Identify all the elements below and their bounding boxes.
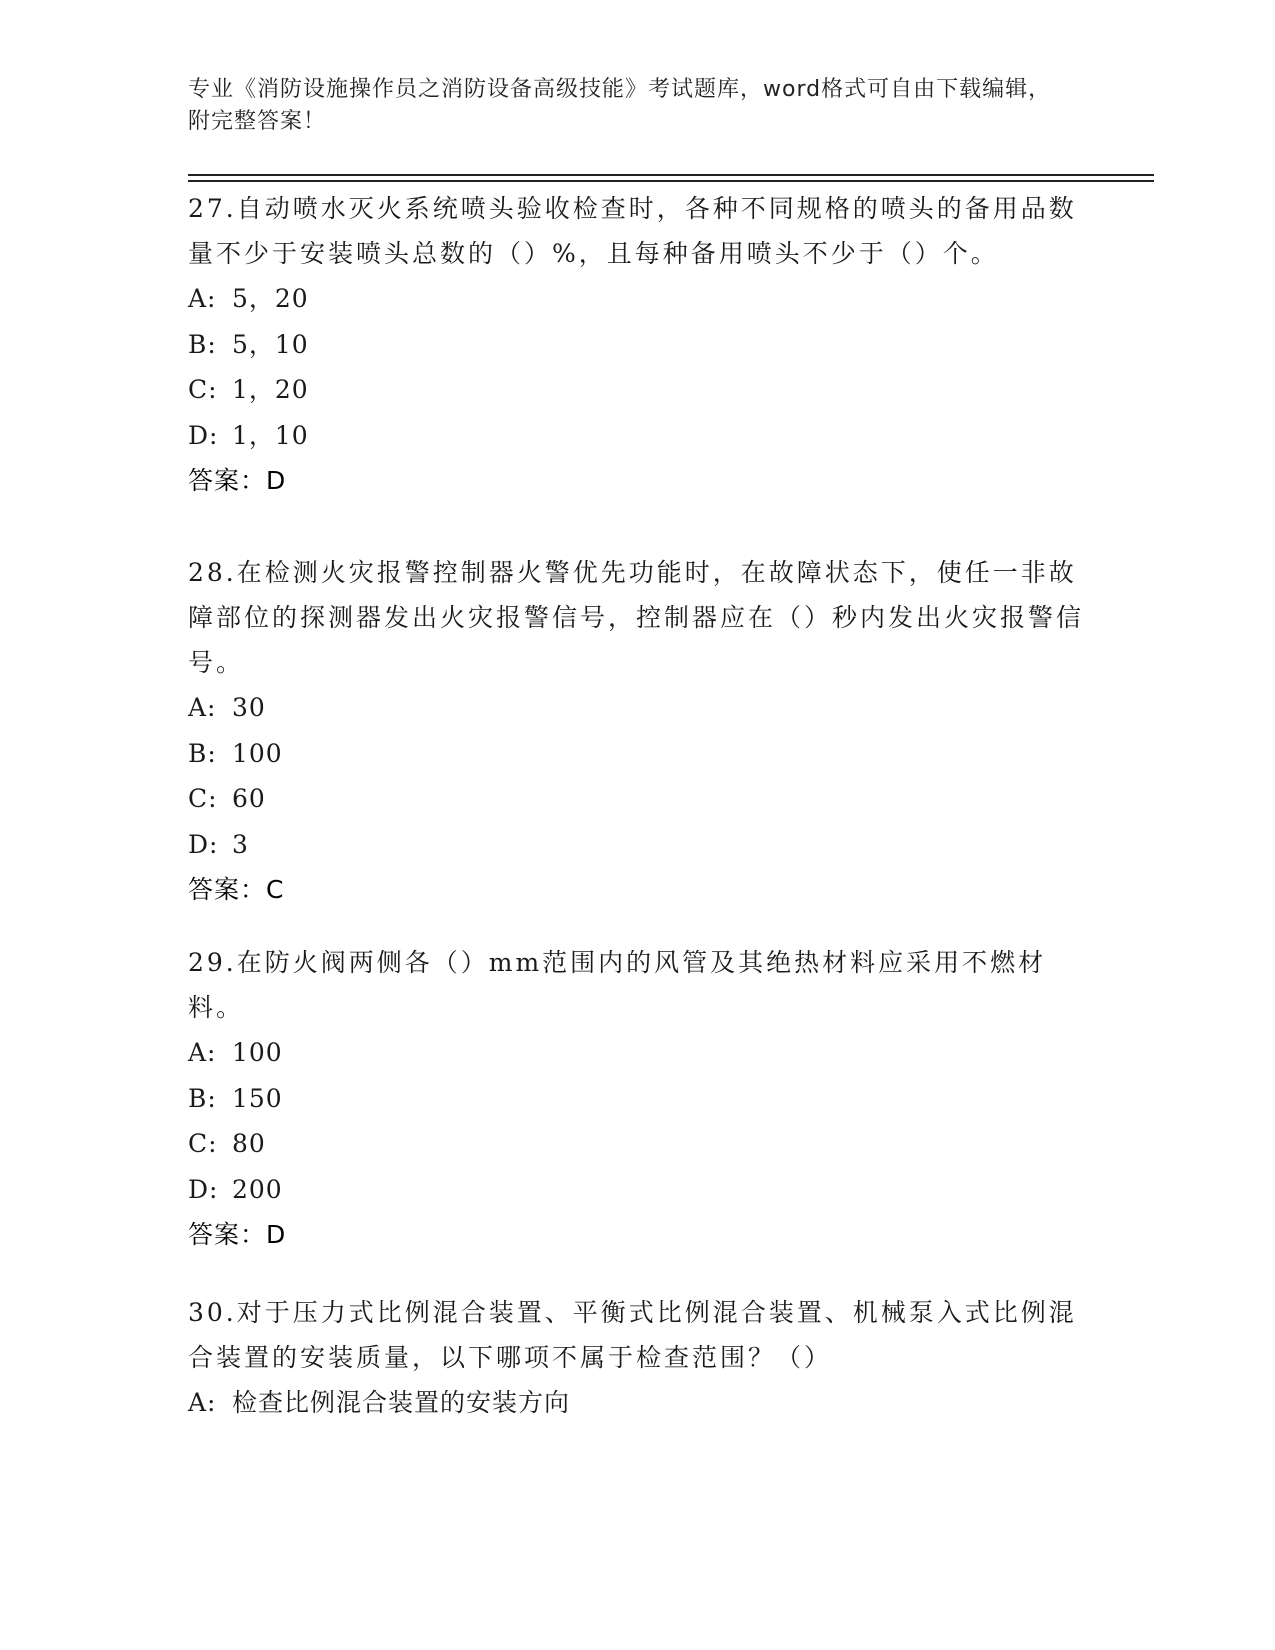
option-value: 100 [232,738,283,768]
answer-line: 答案：C [188,875,285,904]
option-d [188,1167,1088,1213]
question-text: 29.在防火阀两侧各（）mm范围内的风管及其绝热材料应采用不燃材料。 [188,948,1047,1022]
option-letter: B: [188,738,217,768]
option-letter: D: [188,420,219,450]
option-value: 1，20 [232,375,309,404]
option-value: 150 [232,1083,283,1113]
option-value: 1，10 [232,420,309,450]
answer-line: 答案：D [188,466,287,495]
option-d [188,822,1088,868]
header-divider-top [188,174,1154,176]
option-letter: C: [188,375,218,404]
option-b [188,322,1088,368]
option-d [188,413,1088,459]
option-a [188,1380,1088,1426]
option-letter: D: [188,1174,219,1204]
option-a [188,685,1088,731]
option-letter: C: [188,1129,218,1158]
option-letter: B: [188,1083,217,1113]
question-29 [188,940,1088,1257]
option-letter: A: [188,1038,217,1067]
option-value: 80 [232,1129,266,1158]
option-value: 3 [232,829,249,859]
option-value: 60 [232,784,266,813]
question-30 [188,1290,1088,1426]
option-value: 100 [232,1038,283,1067]
question-text: 30.对于压力式比例混合装置、平衡式比例混合装置、机械泵入式比例混合装置的安装质量，以下哪项不属于检查范围？（） [188,1298,1077,1372]
option-a [188,1030,1088,1076]
question-text: 28.在检测火灾报警控制器火警优先功能时，在故障状态下，使任一非故障部位的探测器发出火灾报警信号，控制器应在（）秒内发出火灾报警信号。 [188,558,1085,677]
option-value: 5，10 [232,329,309,359]
question-28 [188,550,1088,912]
question-27 [188,186,1088,503]
document-intro: 专业《消防设施操作员之消防设备高级技能》考试题库，word格式可自由下载编辑，附完整答案！ [188,77,1052,134]
option-value: 5，20 [232,284,309,313]
answer-line: 答案：D [188,1220,287,1249]
option-letter: D: [188,829,219,859]
option-a [188,276,1088,322]
option-c [188,1121,1088,1167]
option-c [188,776,1088,822]
option-value: 检查比例混合装置的安装方向 [232,1388,571,1417]
option-letter: A: [188,284,217,313]
question-text: 27.自动喷水灭火系统喷头验收检查时，各种不同规格的喷头的备用品数量不少于安装喷头总数的（）%，且每种备用喷头不少于（）个。 [188,194,1077,268]
option-value: 200 [232,1174,283,1204]
option-b [188,1076,1088,1122]
option-value: 30 [232,693,266,722]
option-letter: A: [188,693,217,722]
option-letter: C: [188,784,218,813]
option-letter: A: [188,1388,217,1417]
option-letter: B: [188,329,217,359]
header-divider-bottom [188,180,1154,182]
option-b [188,731,1088,777]
option-c [188,367,1088,413]
